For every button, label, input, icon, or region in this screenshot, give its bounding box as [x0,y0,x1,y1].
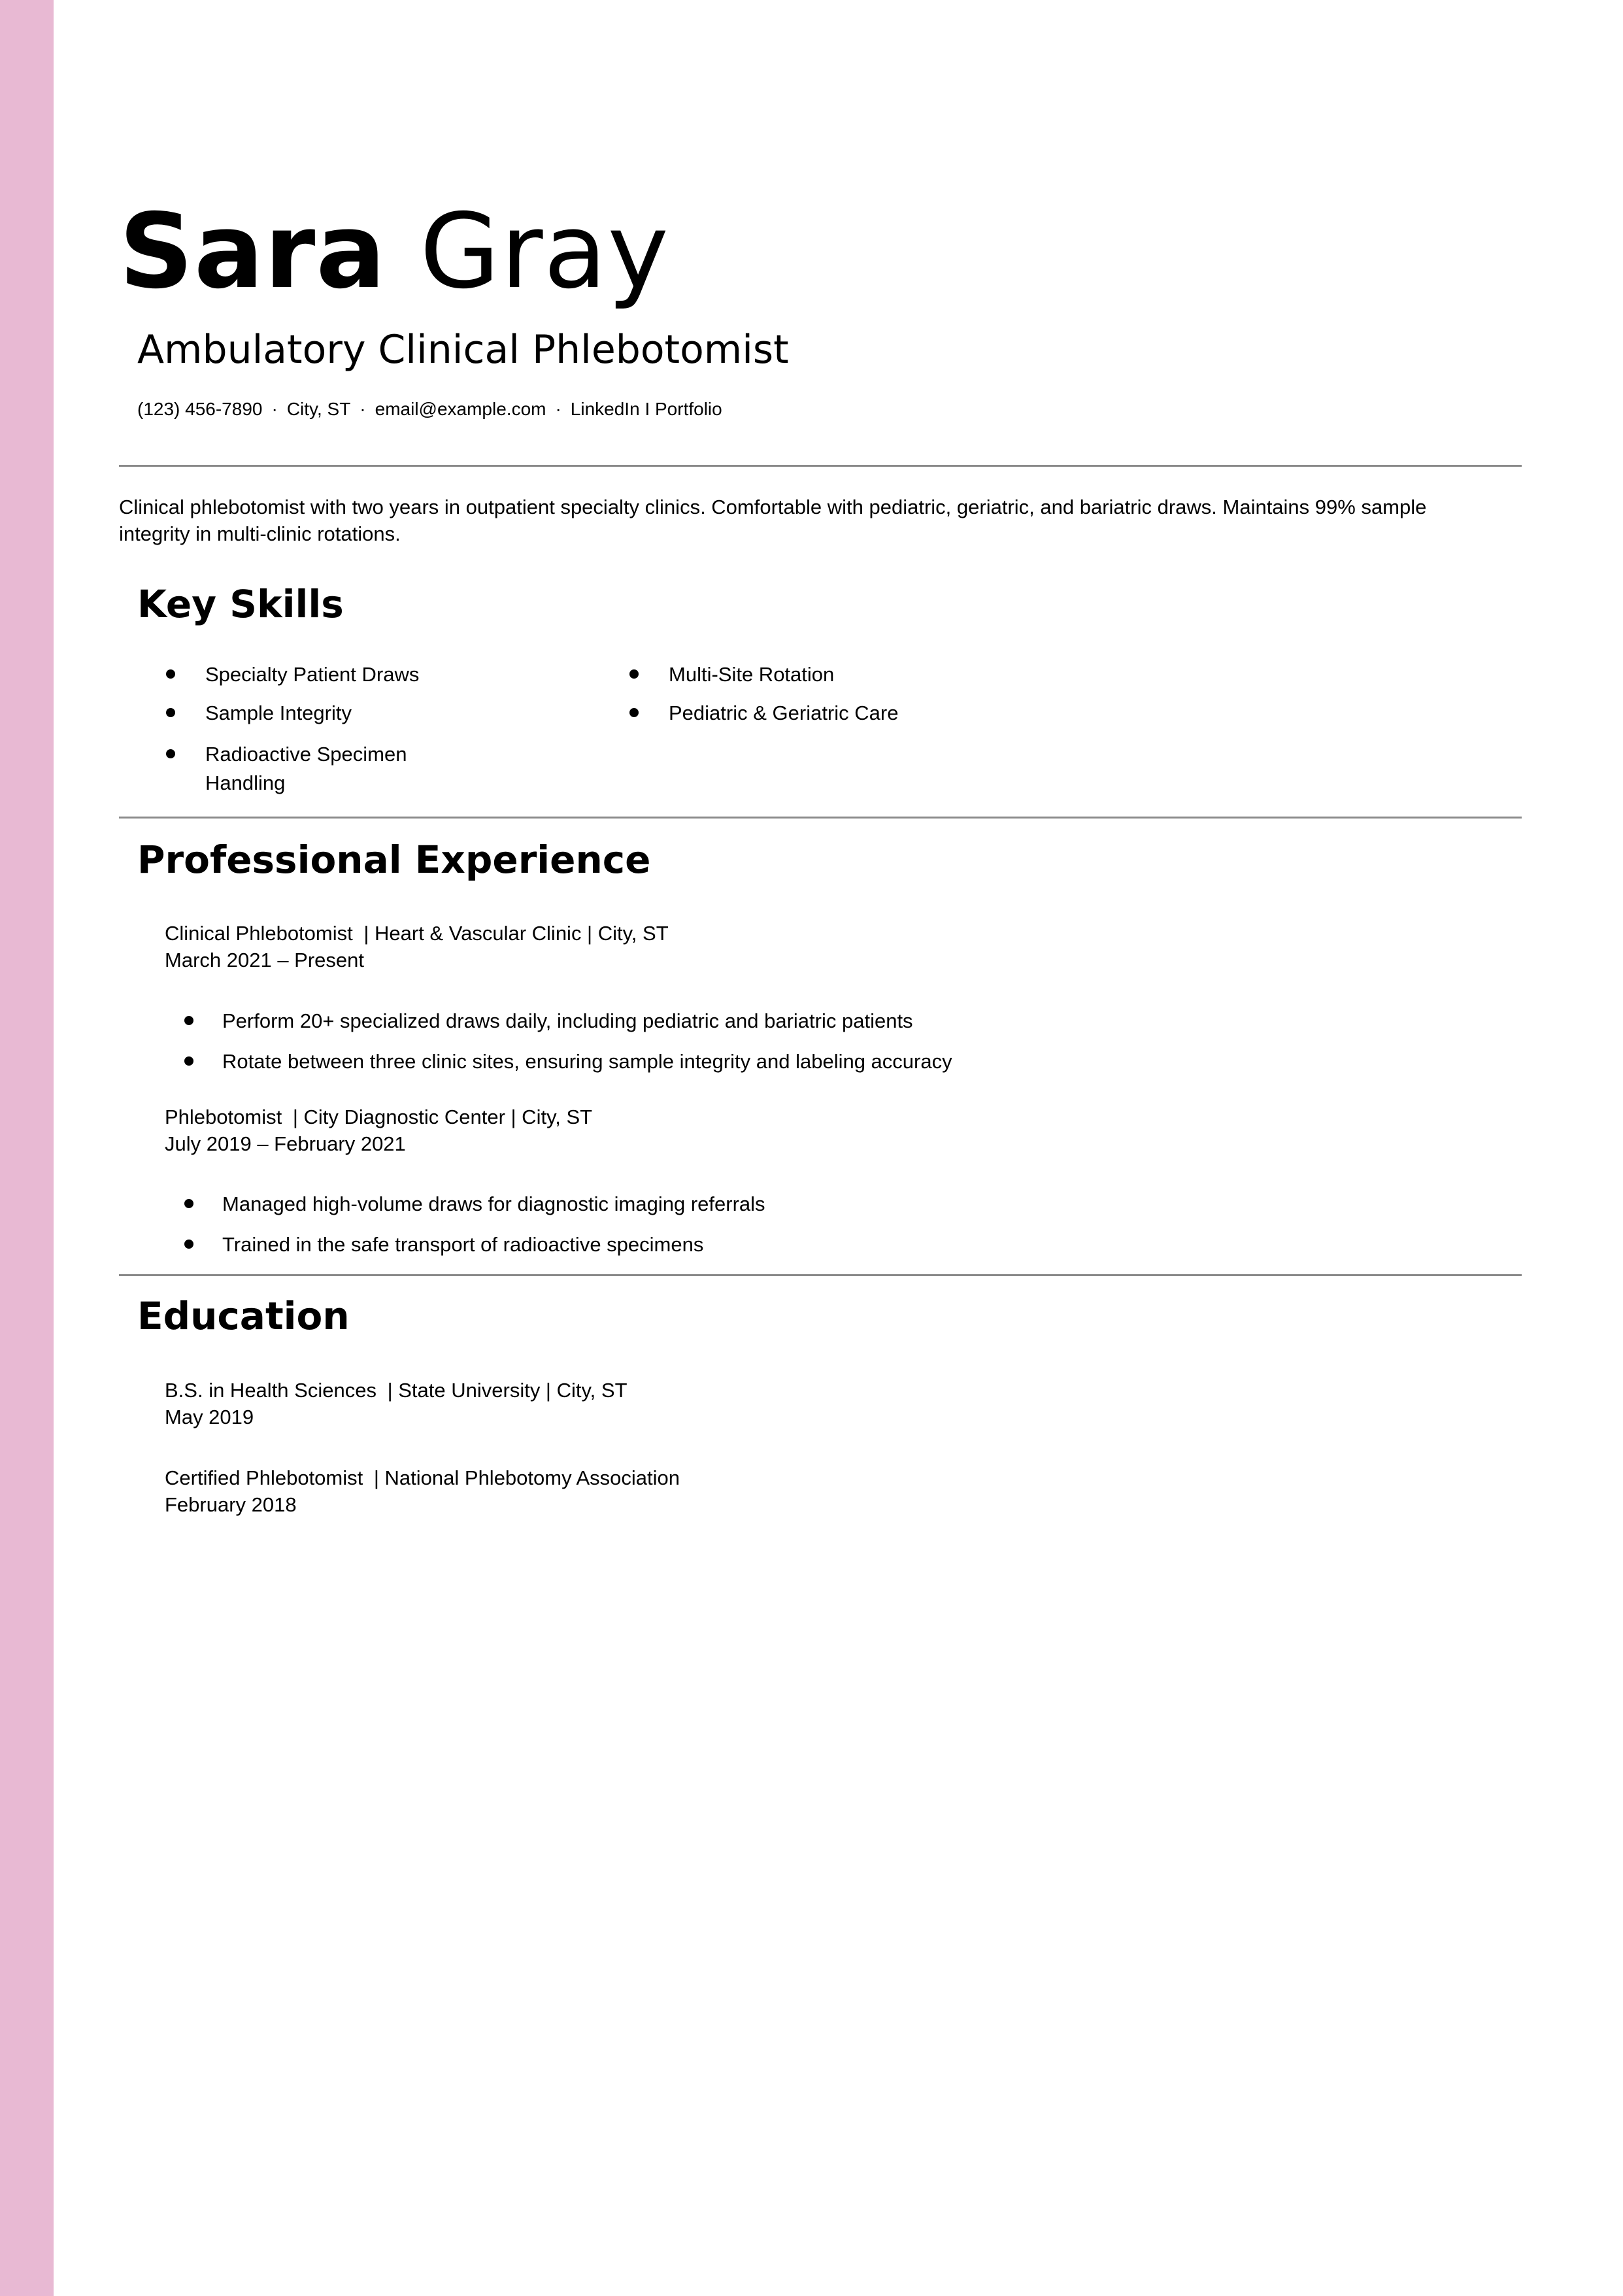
last-name: Gray [420,192,669,312]
job-bullets [119,1184,765,1265]
education-date: February 2018 [165,1493,297,1516]
job-entry [165,1104,592,1157]
job-heading [165,920,669,947]
skill-item: Specialty Patient Draws [119,660,545,689]
education-heading [165,1464,680,1491]
list-item: Managed high-volume draws for diagnostic imaging referrals [119,1184,765,1224]
contact-phone: (123) 456-7890 [137,399,263,419]
job-dates: March 2021 – Present [165,949,365,971]
section-title-skills: Key Skills [137,582,344,626]
skill-item: Pediatric & Geriatric Care [582,699,1009,728]
skill-item: Multi-Site Rotation [582,660,1009,689]
list-item: Perform 20+ specialized draws daily, including pediatric and bariatric patients [119,1001,952,1041]
divider [119,465,1522,467]
job-details: | City Diagnostic Center | City, ST [292,1106,593,1128]
job-entry [165,920,669,973]
education-entry [165,1464,680,1518]
education-details: | State University | City, ST [387,1379,627,1402]
education-date: May 2019 [165,1406,254,1428]
education-degree: B.S. in Health Sciences [165,1379,376,1402]
accent-sidebar [0,0,54,2296]
job-details: | Heart & Vascular Clinic | City, ST [363,922,669,945]
list-item: Rotate between three clinic sites, ensuring sample integrity and labeling accuracy [119,1041,952,1082]
divider [119,817,1522,819]
contact-location: City, ST [286,399,351,419]
contact-separator: · [360,399,366,419]
section-title-experience: Professional Experience [137,837,651,882]
skill-item: Sample Integrity [119,699,545,728]
education-details: | National Phlebotomy Association [373,1466,680,1489]
job-dates: July 2019 – February 2021 [165,1132,406,1155]
job-role: Clinical Phlebotomist [165,922,353,945]
job-role: Phlebotomist [165,1106,282,1128]
contact-line [137,397,722,421]
contact-separator: · [555,399,561,419]
summary-text: Clinical phlebotomist with two years in outpatient specialty clinics. Comfortable with pediatric, geriatric, and bariatric draws. Maintains 99% sample integrity in multi-clinic rotations. [119,496,1427,545]
education-heading [165,1377,627,1404]
divider [119,1274,1522,1276]
education-entry [165,1377,627,1430]
job-heading [165,1104,592,1130]
job-title: Ambulatory Clinical Phlebotomist [137,327,789,373]
first-name: Sara [119,192,386,312]
contact-links[interactable]: LinkedIn I Portfolio [570,399,722,419]
candidate-name [119,190,669,314]
education-degree: Certified Phlebotomist [165,1466,363,1489]
contact-email[interactable]: email@example.com [375,399,546,419]
contact-separator: · [271,399,278,419]
list-item: Trained in the safe transport of radioactive specimens [119,1224,765,1265]
section-title-education: Education [137,1294,350,1338]
job-bullets [119,1001,952,1082]
skill-item: Radioactive Specimen Handling [119,740,427,798]
